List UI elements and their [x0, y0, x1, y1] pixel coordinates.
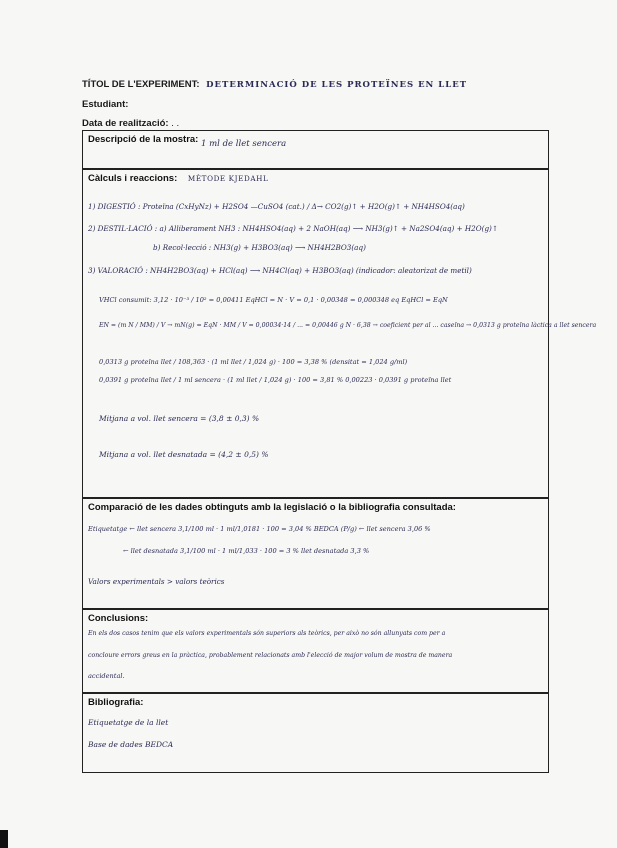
sample-label: Descripció de la mostra:: [88, 134, 199, 145]
conclusions-line-3: accidental.: [88, 672, 125, 680]
sample-section: [82, 130, 549, 169]
calculations-title: Càlculs i reaccions:: [88, 173, 178, 184]
student-label: Estudiant:: [82, 99, 129, 110]
conclusions-section: [82, 609, 549, 693]
conclusions-line-2: concloure errors greus en la pràctica, probablement relacionats amb l'elecció de major volum de mostra de manera: [88, 652, 453, 659]
date-label: Data de realització:: [82, 118, 169, 129]
mean-skimmed-milk: Mitjana a vol. llet desnatada = (4,2 ± 0,5) %: [99, 450, 269, 459]
comparison-label: Comparació de les dades obtinguts amb la legislació o la bibliografia consultada:: [88, 502, 456, 513]
mean-whole-milk: Mitjana a vol. llet sencera = (3,8 ± 0,3) %: [99, 414, 260, 423]
experiment-title-row: [82, 79, 467, 90]
comparison-line-skimmed: ← llet desnatada 3,1/100 ml · 1 ml/1,033 · 100 = 3 % llet desnatada 3,3 %: [123, 547, 370, 555]
method-name: MÈTODE KJEDAHL: [187, 174, 269, 183]
calc-line-titration: 3) VALORACIÓ : NH4H2BO3(aq) + HCl(aq) ⟶ NH4Cl(aq) + H3BO3(aq) (indicador: aleatorizat de metil): [88, 266, 472, 275]
bibliography-label: Bibliografia:: [88, 697, 144, 708]
bibliography-item-2: Base de dades BEDCA: [88, 740, 174, 749]
calc-line-nitrogen: EN = (m N / MM) / V → mN(g) = EqN · MM / V = 0,00034·14 / ... = 0,00446 g N · 6,38 → coeficient per al ... caseïna → 0,0313 g proteïna làctica a llet sencera: [99, 322, 597, 329]
date-row: [82, 118, 179, 129]
experiment-title-value: DETERMINACIÓ DE LES PROTEÏNES EN LLET: [206, 80, 468, 90]
calc-line-result-2: 0,0391 g proteïna llet / 1 ml sencera · (1 ml llet / 1,024 g) · 100 = 3,81 % 0,00223 · 0,0391 g proteïna llet: [99, 376, 452, 384]
conclusions-label: Conclusions:: [88, 613, 149, 624]
calculations-label: [88, 173, 268, 184]
conclusions-line-1: En els dos casos tenim que els valors experimentals són superiors als teòrics, per això no són allunyats com per a: [88, 630, 446, 637]
bibliography-section: [82, 693, 549, 773]
experiment-title-label: TÍTOL DE L'EXPERIMENT:: [82, 79, 200, 90]
comparison-line-whole: Etiquetatge ← llet sencera 3,1/100 ml · 1 ml/1,0181 · 100 = 3,04 % BEDCA (P/g) ← llet sencera 3,06 %: [88, 525, 431, 533]
calculations-section: [82, 169, 597, 498]
calc-line-result-1: 0,0313 g proteïna llet / 108,363 · (1 ml llet / 1,024 g) · 100 = 3,38 % (densitat = 1,024 g/ml): [99, 358, 408, 366]
calc-line-digestion: 1) DIGESTIÓ : Proteïna (CxHyNz) + H2SO4 —CuSO4 (cat.) / Δ→ CO2(g)↑ + H2O(g)↑ + NH4HSO4(aq): [88, 202, 465, 211]
date-value: . .: [171, 118, 180, 129]
comparison-conclusion: Valors experimentals > valors teòrics: [88, 577, 225, 586]
sample-value: 1 ml de llet sencera: [201, 139, 287, 149]
calc-line-distillation: 2) DESTIL·LACIÓ : a) Alliberament NH3 : NH4HSO4(aq) + 2 NaOH(aq) ⟶ NH3(g)↑ + Na2SO4(aq) + H2O(g)↑: [88, 224, 498, 233]
bibliography-item-1: Etiquetatge de la llet: [88, 718, 169, 727]
scan-edge-mark: [0, 830, 8, 848]
calc-line-volume: VHCl consumit: 3,12 · 10⁻³ / 10² = 0,00411 EqHCl = N · V = 0,1 · 0,00348 = 0,000348 eq EqHCl = EqN: [99, 296, 448, 304]
comparison-section: [82, 498, 549, 609]
calc-line-collection: b) Recol·lecció : NH3(g) + H3BO3(aq) ⟶ NH4H2BO3(aq): [153, 243, 366, 252]
